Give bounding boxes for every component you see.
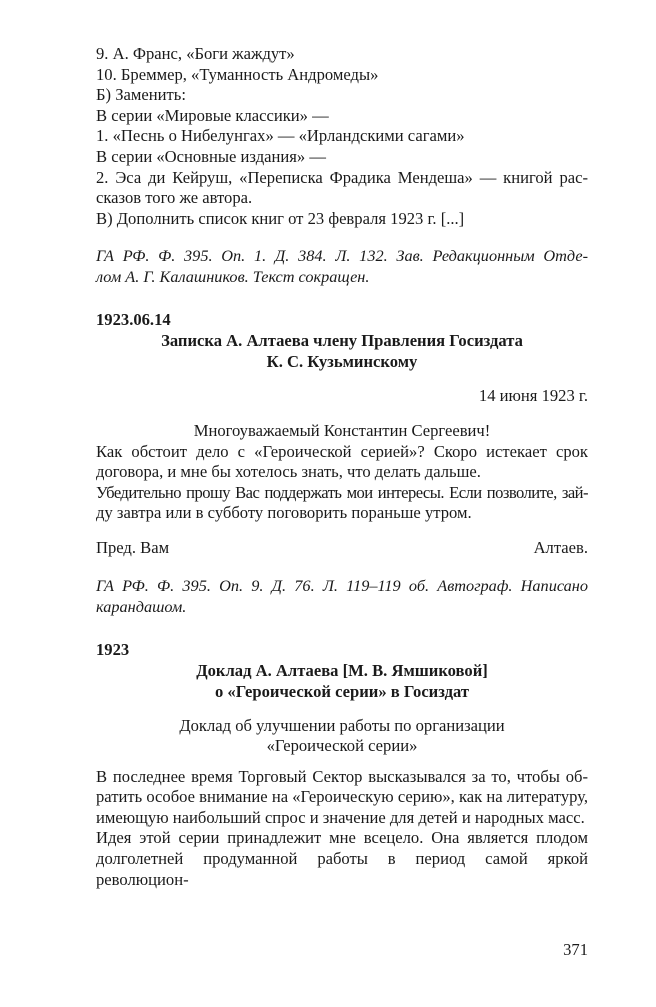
document-subtitle: «Героической серии» — [266, 736, 418, 756]
letter-signature — [96, 538, 588, 559]
letter-greeting: Многоуважаемый Константин Сергеевич! — [193, 420, 491, 440]
paragraph-line: В последнее время Торговый Сектор высказывался за то, чтобы об- — [96, 766, 588, 786]
paragraph-line: Убедительно прошу Вас поддержать мои интересы. Если позволите, зай- — [96, 482, 588, 502]
document-title: К. С. Кузьминскому — [266, 352, 418, 372]
list-block — [96, 44, 588, 229]
list-line: В серии «Основные издания» — — [96, 146, 326, 166]
document-date-code: 1923 — [96, 639, 130, 659]
paragraph-line: ду завтра или в субботу поговорить пораньше утром. — [96, 503, 472, 523]
archive-source: ГА РФ. Ф. 395. Оп. 9. Д. 76. Л. 119–119 об. Автограф. Написано — [96, 575, 588, 595]
document-title: Доклад А. Алтаева [М. В. Ямшиковой] — [196, 660, 488, 680]
paragraph-line: договора, и мне бы хотелось знать, что делать дальше. — [96, 462, 481, 482]
page-content — [96, 44, 588, 890]
paragraph-line: имеющую наибольший спрос и значение для детей и народных масс. — [96, 807, 585, 827]
list-line: В) Дополнить список книг от 23 февраля 1923 г. [...] — [96, 208, 465, 228]
list-line: сказов того же автора. — [96, 188, 253, 208]
list-line: В серии «Мировые классики» — — [96, 105, 329, 125]
document-title: о «Героической серии» в Госиздат — [214, 681, 470, 701]
document-subtitle: Доклад об улучшении работы по организации — [179, 715, 505, 735]
paragraph-line: долголетней продуманной работы в период самой яркой революцион- — [96, 849, 588, 889]
list-line: 9. А. Франс, «Боги жаждут» — [96, 44, 295, 63]
paragraph-line: ратить особое внимание на «Героическую серию», как на литературу, — [96, 787, 588, 807]
letter-date: 14 июня 1923 г. — [478, 386, 588, 406]
paragraph-line: Как обстоит дело с «Героической серией»? Скоро истекает срок — [96, 441, 588, 461]
paragraph-line: Идея этой серии принадлежит мне всецело. Она является плодом — [96, 828, 588, 848]
list-line: Б) Заменить: — [96, 85, 186, 105]
document-title: Записка А. Алтаева члену Правления Госиздата — [161, 331, 523, 351]
archive-source: карандашом. — [96, 596, 187, 616]
list-line: 2. Эса ди Кейруш, «Переписка Фрадика Мендеша» — книгой рас- — [96, 167, 588, 187]
page-number: 371 — [563, 940, 588, 959]
document-date-code: 1923.06.14 — [96, 310, 171, 330]
archive-source: ГА РФ. Ф. 395. Оп. 1. Д. 384. Л. 132. Зав. Редакционным Отде- — [96, 246, 588, 266]
closing-left: Пред. Вам — [96, 537, 170, 557]
archive-source: лом А. Г. Калашников. Текст сокращен. — [96, 267, 370, 287]
list-line: 10. Бреммер, «Туманность Андромеды» — [96, 64, 379, 84]
list-line: 1. «Песнь о Нибелунгах» — «Ирландскими сагами» — [96, 126, 465, 146]
closing-right: Алтаев. — [533, 537, 588, 557]
